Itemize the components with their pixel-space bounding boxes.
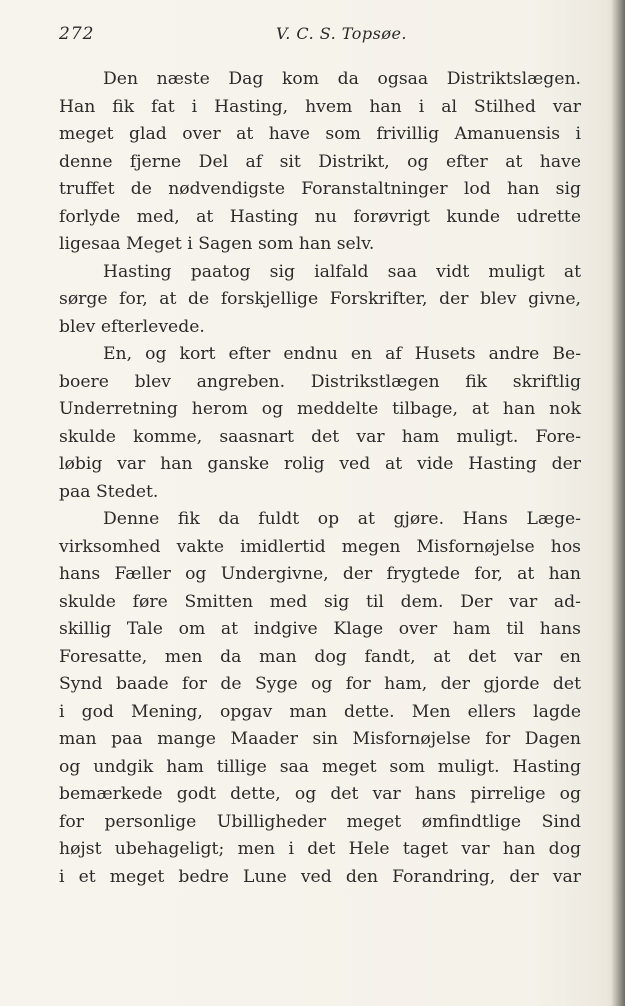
text-line: for personlige Ubilligheder meget ømfindtlige Sind <box>59 811 581 832</box>
text-line: i et meget bedre Lune ved den Forandring, der var <box>59 866 581 887</box>
text-line: højst ubehageligt; men i det Hele taget var han dog <box>59 839 581 859</box>
text-line: Den næste Dag kom da ogsaa Distriktslægen. <box>103 69 581 89</box>
text-line: ligesaa Meget i Sagen som han selv. <box>59 234 375 254</box>
text-line: meget glad over at have som frivillig Amanuensis i <box>59 124 581 144</box>
text-line: Synd baade for de Syge og for ham, der gjorde det <box>59 674 581 694</box>
text-line: bemærkede godt dette, og det var hans pirrelige og <box>59 784 581 804</box>
text-line: skulde føre Smitten med sig til dem. Der var ad- <box>59 591 581 612</box>
text-line: skulde komme, saasnart det var ham muligt. Fore- <box>59 426 581 447</box>
text-line: Hasting paatog sig ialfald saa vidt muligt at <box>103 261 581 282</box>
text-line: hans Fæller og Undergivne, der frygtede for, at han <box>59 564 581 584</box>
page-edge-shadow <box>611 0 625 1006</box>
text-line: Denne fik da fuldt op at gjøre. Hans Læge- <box>103 509 581 529</box>
text-line: virksomhed vakte imidlertid megen Misfornøjelse hos <box>59 536 581 557</box>
text-line: i god Mening, opgav man dette. Men ellers lagde <box>59 701 581 722</box>
text-line: og undgik ham tillige saa meget som muligt. Hasting <box>59 756 581 777</box>
text-line: truffet de nødvendigste Foranstaltninger lod han sig <box>59 179 581 199</box>
page-number: 272 <box>59 24 95 44</box>
text-line: paa Stedet. <box>59 481 159 502</box>
text-line: Han fik fat i Hasting, hvem han i al Stilhed var <box>59 96 581 117</box>
text-line: blev efterlevede. <box>59 316 205 337</box>
text-line: En, og kort efter endnu en af Husets andre Be- <box>103 344 581 364</box>
text-line: Underretning herom og meddelte tilbage, at han nok <box>59 399 581 419</box>
text-line: denne fjerne Del af sit Distrikt, og efter at have <box>59 151 581 172</box>
text-line: boere blev angreben. Distrikstlægen fik skriftlig <box>59 371 581 392</box>
body-text <box>59 66 581 891</box>
running-head: V. C. S. Topsøe. <box>275 24 408 43</box>
text-line: sørge for, at de forskjellige Forskrifter, der blev givne, <box>59 289 581 309</box>
page-header <box>59 24 584 50</box>
text-line: skillig Tale om at indgive Klage over ham til hans <box>59 619 581 639</box>
text-line: man paa mange Maader sin Misfornøjelse for Dagen <box>59 729 581 749</box>
text-line: løbig var han ganske rolig ved at vide Hasting der <box>59 454 581 474</box>
text-line: forlyde med, at Hasting nu forøvrigt kunde udrette <box>59 206 581 227</box>
text-line: Foresatte, men da man dog fandt, at det var en <box>59 646 581 667</box>
